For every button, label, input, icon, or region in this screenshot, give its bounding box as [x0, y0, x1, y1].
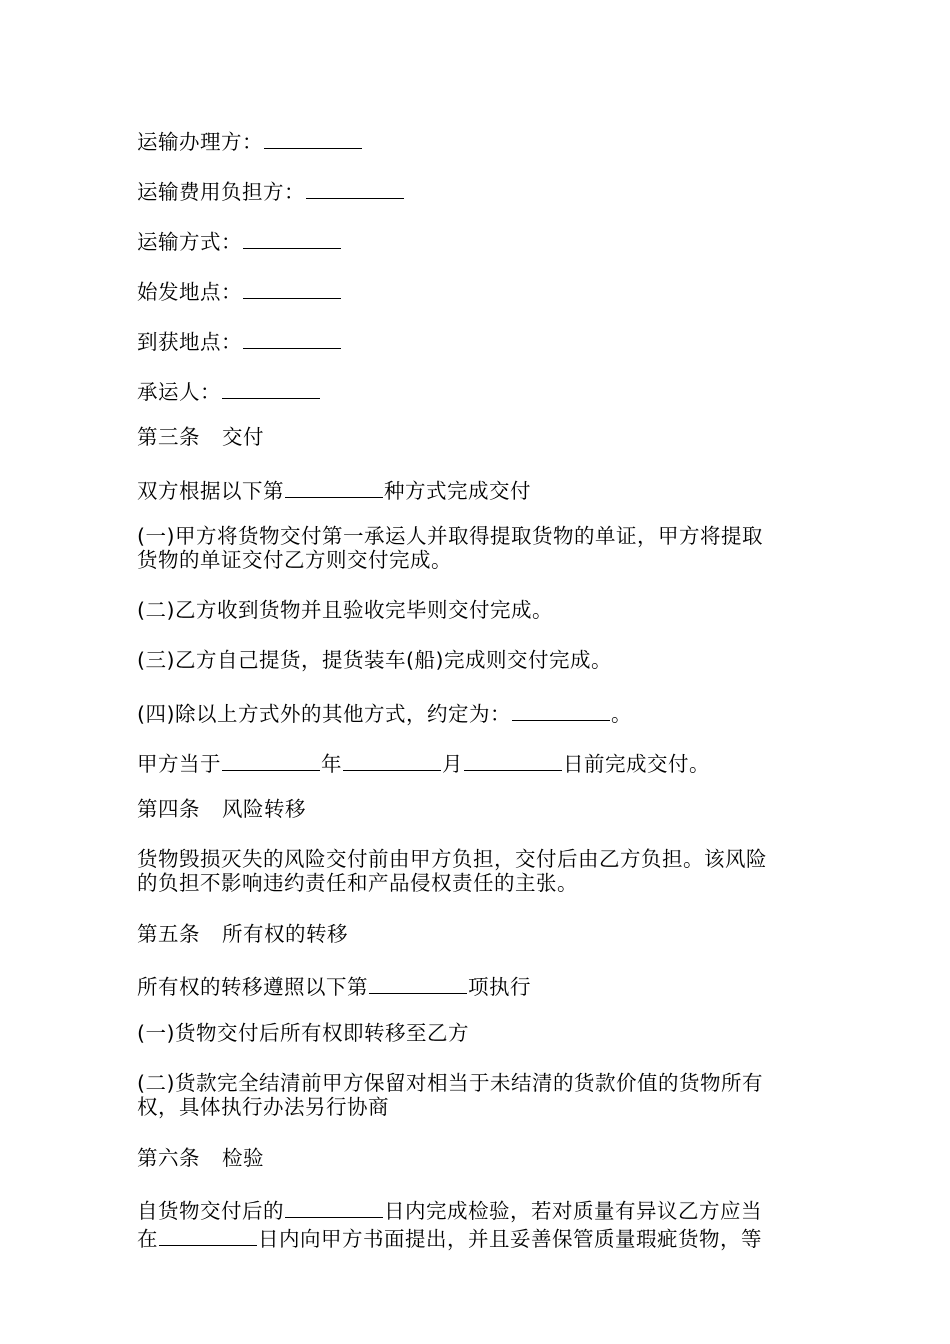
transport-method-blank[interactable]: [243, 226, 341, 249]
transport-cost-bearer-label: 运输费用负担方：: [137, 180, 305, 204]
article5-option2-line2: 权，具体执行办法另行协商: [137, 1095, 389, 1119]
deadline-text-a: 甲方当于: [137, 752, 221, 776]
article5-number: 第五条: [137, 922, 200, 946]
objection-days-blank[interactable]: [159, 1223, 257, 1246]
article4-body: [137, 847, 817, 895]
article3-title: 交付: [222, 425, 264, 449]
article5-intro: [137, 971, 817, 999]
deadline-day-blank[interactable]: [464, 748, 562, 771]
article5-option2-line1: (二)货款完全结清前甲方保留对相当于未结清的货款价值的货物所有: [137, 1071, 763, 1095]
article3-intro: [137, 475, 817, 503]
article3-deadline: [137, 748, 817, 776]
article3-option4-end: 。: [611, 702, 632, 726]
article4-heading: [137, 797, 817, 821]
article6-number: 第六条: [137, 1146, 200, 1170]
deadline-month-blank[interactable]: [343, 748, 441, 771]
article3-option3: (三)乙方自己提货，提货装车(船)完成则交付完成。: [137, 648, 612, 672]
origin-line: [137, 276, 817, 304]
article3-option1-line1: (一)甲方将货物交付第一承运人并取得提取货物的单证，甲方将提取: [137, 524, 763, 548]
article3-option1: [137, 524, 817, 572]
article5-heading: [137, 922, 817, 946]
carrier-blank[interactable]: [222, 376, 320, 399]
article3-number: 第三条: [137, 425, 200, 449]
article5-option2: [137, 1071, 817, 1119]
article4-title: 风险转移: [222, 797, 306, 821]
article5-intro-text-a: 所有权的转移遵照以下第: [137, 975, 368, 999]
article6-line1-text-b: 日内完成检验，若对质量有异议乙方应当: [384, 1199, 762, 1223]
transport-handler-blank[interactable]: [264, 126, 362, 149]
transport-cost-bearer-blank[interactable]: [306, 176, 404, 199]
deadline-year-blank[interactable]: [222, 748, 320, 771]
deadline-text-b: 日前完成交付。: [563, 752, 710, 776]
article6-line2-text-a: 在: [137, 1227, 158, 1251]
transport-handler-label: 运输办理方：: [137, 130, 263, 154]
deadline-year-label: 年: [321, 752, 342, 776]
article3-option4: [137, 698, 817, 726]
origin-blank[interactable]: [243, 276, 341, 299]
article3-option1-line2: 货物的单证交付乙方则交付完成。: [137, 548, 452, 572]
article6-line2: [137, 1223, 817, 1251]
article3-method-blank[interactable]: [285, 475, 383, 498]
article6-title: 检验: [222, 1146, 264, 1170]
article3-option4-blank[interactable]: [512, 698, 610, 721]
carrier-line: [137, 376, 817, 404]
carrier-label: 承运人：: [137, 380, 221, 404]
origin-label: 始发地点：: [137, 280, 242, 304]
article4-line1: 货物毁损灭失的风险交付前由甲方负担，交付后由乙方负担。该风险: [137, 847, 767, 871]
transport-method-label: 运输方式：: [137, 230, 242, 254]
article6-line2-text-b: 日内向甲方书面提出，并且妥善保管质量瑕疵货物，等: [258, 1227, 762, 1251]
article4-number: 第四条: [137, 797, 200, 821]
destination-label: 到获地点：: [137, 330, 242, 354]
article3-option4-text: (四)除以上方式外的其他方式，约定为：: [137, 702, 511, 726]
destination-line: [137, 326, 817, 354]
article4-line2: 的负担不影响违约责任和产品侵权责任的主张。: [137, 871, 578, 895]
transport-method-line: [137, 226, 817, 254]
inspection-days-blank[interactable]: [285, 1195, 383, 1218]
article6-body: [137, 1195, 817, 1251]
article3-intro-text-b: 种方式完成交付: [384, 479, 531, 503]
article5-option1: (一)货物交付后所有权即转移至乙方: [137, 1021, 469, 1045]
article6-line1: [137, 1195, 817, 1223]
article6-line1-text-a: 自货物交付后的: [137, 1199, 284, 1223]
destination-blank[interactable]: [243, 326, 341, 349]
article3-intro-text-a: 双方根据以下第: [137, 479, 284, 503]
article3-option2: (二)乙方收到货物并且验收完毕则交付完成。: [137, 598, 553, 622]
article5-item-blank[interactable]: [369, 971, 467, 994]
transport-handler-line: [137, 126, 817, 154]
article5-intro-text-b: 项执行: [468, 975, 531, 999]
deadline-month-label: 月: [442, 752, 463, 776]
transport-cost-bearer-line: [137, 176, 817, 204]
article3-heading: [137, 425, 817, 449]
article5-title: 所有权的转移: [222, 922, 348, 946]
article6-heading: [137, 1146, 817, 1170]
